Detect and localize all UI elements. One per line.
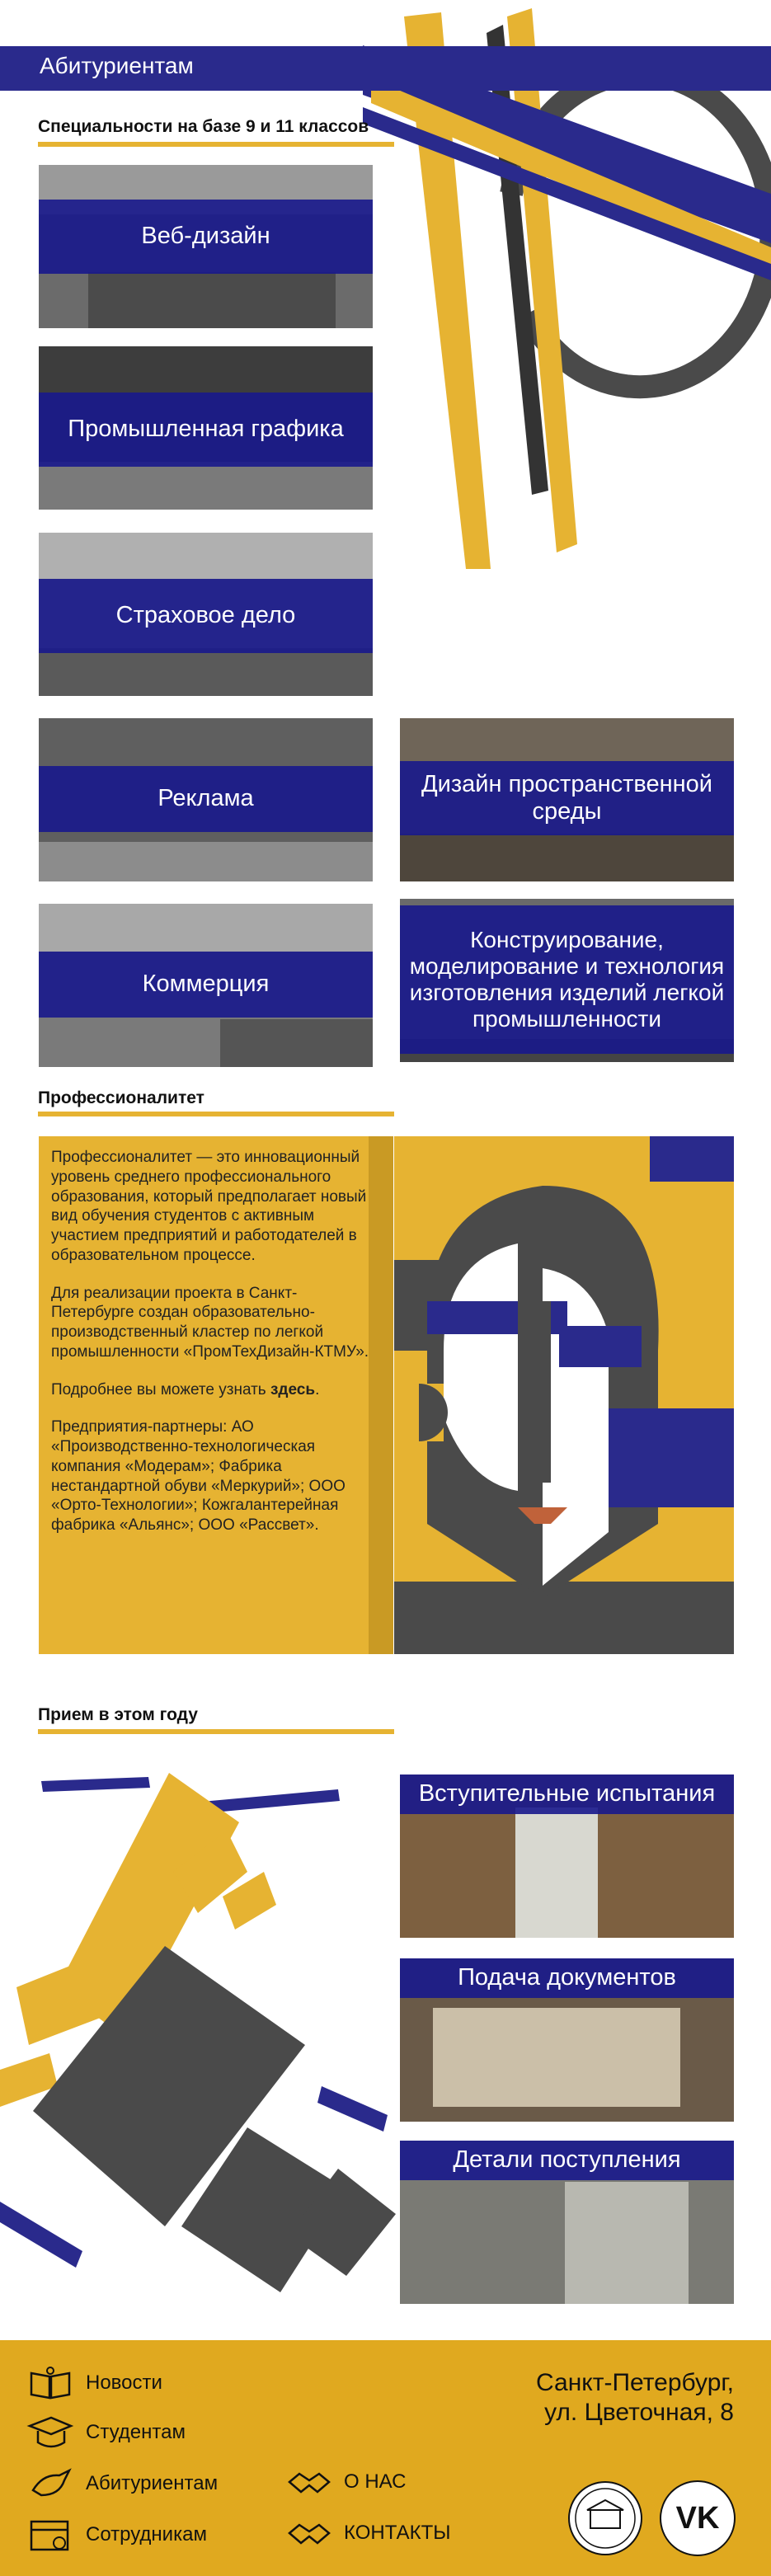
specialty-card-light-industry[interactable] bbox=[400, 899, 734, 1062]
specialty-label: Реклама bbox=[39, 766, 373, 832]
handshake-icon bbox=[284, 2464, 332, 2500]
handshake-icon bbox=[284, 2515, 332, 2551]
specialty-label: Дизайн пространственной среды bbox=[400, 761, 734, 835]
page-title: Абитуриентам bbox=[40, 53, 194, 78]
footer-nav-staff[interactable] bbox=[26, 2517, 207, 2553]
admission-label: Детали поступления bbox=[400, 2141, 734, 2180]
constructivist-face-illustration bbox=[394, 1136, 734, 1654]
professionalitet-paragraph-1: Профессионалитет — это инновационный уровень среднего профессионального образования, который предполагает новый вид обучения студентов с активным участием предприятий и работодателей в образовательном процессе. bbox=[51, 1149, 367, 1264]
footer-nav-label: Студентам bbox=[86, 2421, 186, 2443]
professionalitet-paragraph-3 bbox=[51, 1380, 377, 1400]
admission-label: Вступительные испытания bbox=[400, 1775, 734, 1814]
specialty-label: Конструирование, моделирование и технология изготовления изделий легкой промышленности bbox=[400, 905, 734, 1054]
specialty-label: Страховое дело bbox=[39, 579, 373, 653]
admission-card-admission-details[interactable] bbox=[400, 2141, 734, 2304]
specialties-title: Специальности на базе 9 и 11 классов bbox=[38, 117, 369, 136]
professionalitet-partners: Предприятия-партнеры: АО «Производственно-технологическая компания «Модерам»; Фабрика нестандартной обуви «Меркурий»; ООО «Орто-Технологии»; Кожгалантерейная фабрика «Альянс»; ООО «Рассвет». bbox=[51, 1418, 346, 1534]
specialty-label: Промышленная графика bbox=[39, 393, 373, 467]
footer-nav-news[interactable] bbox=[26, 2365, 162, 2401]
specialty-card-advertising[interactable] bbox=[39, 718, 373, 881]
specialty-label: Веб-дизайн bbox=[39, 200, 373, 274]
specialty-label: Коммерция bbox=[39, 952, 373, 1018]
admission-underline bbox=[38, 1729, 394, 1734]
address-line-1: Санкт-Петербург, bbox=[536, 2369, 734, 2396]
footer-nav-contacts[interactable] bbox=[284, 2515, 450, 2551]
professionalitet-underline bbox=[38, 1112, 394, 1116]
footer-nav-label: Сотрудникам bbox=[86, 2523, 207, 2545]
more-info-link[interactable]: здесь bbox=[270, 1380, 316, 1398]
vk-icon[interactable] bbox=[660, 2480, 736, 2556]
professionalitet-title: Профессионалитет bbox=[38, 1088, 205, 1107]
paragraph-3-prefix: Подробнее вы можете узнать bbox=[51, 1380, 270, 1398]
footer-nav-label: КОНТАКТЫ bbox=[344, 2522, 451, 2544]
specialty-card-commerce[interactable] bbox=[39, 904, 373, 1067]
dove-icon bbox=[26, 2466, 74, 2502]
footer-nav-label: О НАС bbox=[344, 2470, 407, 2493]
admission-card-document-submission[interactable] bbox=[400, 1958, 734, 2122]
admission-title: Прием в этом году bbox=[38, 1705, 198, 1724]
address-line-2: ул. Цветочная, 8 bbox=[544, 2399, 734, 2426]
admission-decoration bbox=[0, 1740, 396, 2317]
specialty-card-insurance[interactable] bbox=[39, 533, 373, 696]
graduation-cap-icon bbox=[26, 2414, 74, 2451]
professionalitet-text bbox=[51, 1148, 377, 1554]
book-icon bbox=[26, 2365, 74, 2401]
college-emblem-icon[interactable] bbox=[567, 2480, 643, 2556]
footer-nav-label: Новости bbox=[86, 2372, 162, 2394]
admission-label: Подача документов bbox=[400, 1958, 734, 1998]
vk-label: VK bbox=[675, 2500, 720, 2536]
footer-nav-students[interactable] bbox=[26, 2414, 186, 2451]
specialty-card-web-design[interactable] bbox=[39, 165, 373, 328]
footer-address bbox=[462, 2368, 734, 2428]
admission-card-entrance-exams[interactable] bbox=[400, 1775, 734, 1938]
footer-nav-applicants[interactable] bbox=[26, 2466, 218, 2502]
calendar-icon bbox=[26, 2517, 74, 2553]
paragraph-3-suffix: . bbox=[315, 1380, 320, 1398]
footer-nav-about[interactable] bbox=[284, 2464, 406, 2500]
specialty-card-industrial-graphics[interactable] bbox=[39, 346, 373, 510]
footer-nav-label: Абитуриентам bbox=[86, 2472, 219, 2494]
professionalitet-paragraph-2: Для реализации проекта в Санкт-Петербурге создан образовательно-производственный кластер по легкой промышленности «ПромТехДизайн-КТМУ». bbox=[51, 1284, 369, 1361]
specialty-card-spatial-design[interactable] bbox=[400, 718, 734, 881]
specialties-underline bbox=[38, 142, 394, 147]
